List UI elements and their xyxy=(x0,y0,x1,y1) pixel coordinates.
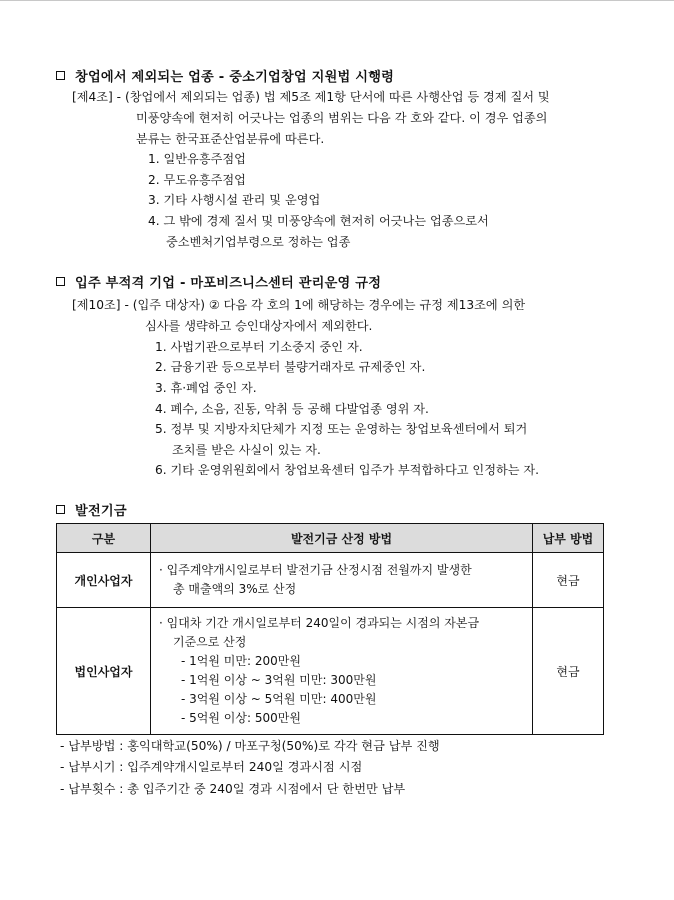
section2-item: 5. 정부 및 지방자치단체가 지정 또는 운영하는 창업보육센터에서 퇴거 xyxy=(155,422,528,436)
tier-line: - 5억원 이상: 500만원 xyxy=(181,711,301,725)
tier-line: - 1억원 이상 ~ 3억원 미만: 300만원 xyxy=(181,673,377,687)
section2-title: 입주 부적격 기업 - 마포비즈니스센터 관리운영 규정 xyxy=(75,276,382,291)
method-line: 기준으로 산정 xyxy=(173,635,247,649)
row-category: 개인사업자 xyxy=(57,553,151,608)
table-row xyxy=(57,553,604,608)
section1-article-cont2: 분류는 한국표준산업분류에 따른다. xyxy=(136,132,325,146)
section2-item: 6. 기타 운영위원회에서 창업보육센터 입주가 부적합하다고 인정하는 자. xyxy=(155,463,540,477)
section2-item: 4. 폐수, 소음, 진동, 악취 등 공해 다발업종 영위 자. xyxy=(155,402,429,416)
section1-article: [제4조] - (창업에서 제외되는 업종) 법 제5조 제1항 단서에 따른 사행산업 등 경제 질서 및 xyxy=(72,90,550,104)
section2-item: 2. 금융기관 등으로부터 불량거래자로 규제중인 자. xyxy=(155,360,426,374)
row-payment: 현금 xyxy=(533,608,604,735)
method-line: · 임대차 기간 개시일로부터 240일이 경과되는 시점의 자본금 xyxy=(159,616,480,630)
note-line: - 납부횟수 : 총 입주기간 중 240일 경과 시점에서 단 한번만 납부 xyxy=(60,782,406,796)
section1-title: 창업에서 제외되는 업종 - 중소기업창업 지원법 시행령 xyxy=(75,70,395,85)
section3-heading xyxy=(56,500,127,519)
table-row xyxy=(57,608,604,735)
tier-line: - 3억원 이상 ~ 5억원 미만: 400만원 xyxy=(181,692,377,706)
square-bullet-icon xyxy=(56,277,65,286)
row-method xyxy=(151,553,533,608)
section1-item: 2. 무도유흥주점업 xyxy=(148,173,246,187)
row-payment: 현금 xyxy=(533,553,604,608)
section2-article: [제10조] - (입주 대상자) ② 다음 각 호의 1에 해당하는 경우에는 규정 제13조에 의한 xyxy=(72,298,526,312)
square-bullet-icon xyxy=(56,71,65,80)
tier-line: - 1억원 미만: 200만원 xyxy=(181,654,301,668)
section1-item: 3. 기타 사행시설 관리 및 운영업 xyxy=(148,193,321,207)
section2-article-cont1: 심사를 생략하고 승인대상자에서 제외한다. xyxy=(145,319,373,333)
header-method: 발전기금 산정 방법 xyxy=(151,524,533,553)
section2-item5-cont: 조치를 받은 사실이 있는 자. xyxy=(172,443,321,457)
top-border xyxy=(0,0,674,1)
section1-item4-cont: 중소벤처기업부령으로 정하는 업종 xyxy=(166,235,351,249)
header-payment: 납부 방법 xyxy=(533,524,604,553)
section2-heading xyxy=(56,272,381,291)
section1-article-cont1: 미풍양속에 현저히 어긋나는 업종의 범위는 다음 각 호와 같다. 이 경우 업종의 xyxy=(136,111,548,125)
row-category: 법인사업자 xyxy=(57,608,151,735)
section1-item: 1. 일반유흥주점업 xyxy=(148,152,246,166)
section1-item: 4. 그 밖에 경제 질서 및 미풍양속에 현저히 어긋나는 업종으로서 xyxy=(148,214,489,228)
section2-item: 3. 휴·폐업 중인 자. xyxy=(155,381,257,395)
section1-heading xyxy=(56,66,394,85)
section2-item: 1. 사법기관으로부터 기소중지 중인 자. xyxy=(155,340,363,354)
development-fund-table xyxy=(56,523,604,735)
method-line: 총 매출액의 3%로 산정 xyxy=(173,582,297,596)
row-method xyxy=(151,608,533,735)
table-header-row xyxy=(57,524,604,553)
header-category: 구분 xyxy=(57,524,151,553)
square-bullet-icon xyxy=(56,505,65,514)
note-line: - 납부시기 : 입주계약개시일로부터 240일 경과시점 시점 xyxy=(60,760,363,774)
note-line: - 납부방법 : 홍익대학교(50%) / 마포구청(50%)로 각각 현금 납부 진행 xyxy=(60,739,440,753)
section3-title: 발전기금 xyxy=(75,504,127,519)
method-line: · 입주계약개시일로부터 발전기금 산정시점 전월까지 발생한 xyxy=(159,563,472,577)
